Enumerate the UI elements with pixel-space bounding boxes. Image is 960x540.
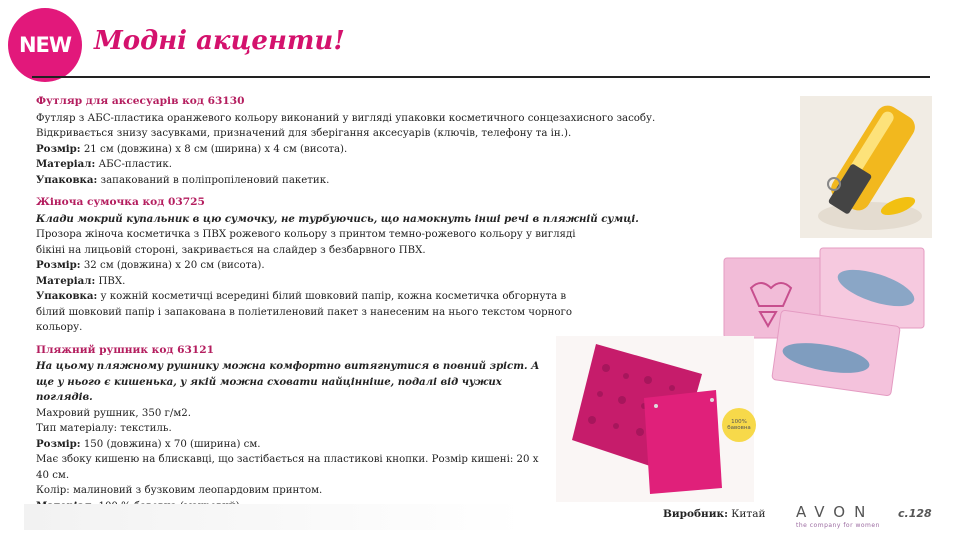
material-label: Матеріал:: [36, 158, 96, 170]
size-value: 150 (довжина) х 70 (ширина) см.: [83, 438, 261, 450]
packaging-value: запакований в поліпропіленовий пакетик.: [100, 174, 330, 186]
product-packaging: [36, 289, 596, 336]
avon-logo: AVON: [796, 503, 875, 521]
size-label: Розмір:: [36, 259, 81, 271]
product-description-line: Відкривається знизу засувками, призначений для зберігання аксесуарів (ключів, телефону та ін.).: [36, 128, 572, 139]
manufacturer: [663, 508, 766, 520]
product-description-line: Футляр з АБС-пластика оранжевого кольору виконаний у вигляді упаковки косметичного сонцезахисного засобу.: [36, 112, 656, 124]
product-title: Футляр для аксесуарів код 63130: [36, 95, 245, 107]
avon-tagline: the company for women: [796, 522, 880, 529]
material-value: АБС-пластик.: [98, 159, 172, 170]
new-badge-label: NEW: [18, 33, 72, 57]
page-title: Модні акценти!: [94, 26, 345, 56]
product-size: [36, 142, 676, 158]
new-badge: [8, 8, 82, 82]
packaging-label: Упаковка:: [36, 173, 98, 186]
size-label: Розмір:: [36, 437, 81, 450]
product-material: [36, 157, 676, 173]
packaging-value: у кожній косметичці всередині білий шовковий папір, кожна косметичка обгорнута в білий шовковий папір і запакована в поліетиленовий пакет з нанесеним на нього текстом чорного кольору.: [36, 291, 573, 333]
material-value: ПВХ.: [98, 275, 126, 287]
size-value: 32 см (довжина) х 20 см (висота).: [83, 260, 265, 271]
product-detail: Махровий рушник, 350 г/м2.: [36, 407, 191, 419]
size-label: Розмір:: [36, 142, 81, 155]
page-number: c.128: [898, 507, 932, 520]
manufacturer-label: Виробник:: [663, 508, 728, 520]
product-title: Пляжний рушник код 63121: [36, 343, 214, 356]
product-lead: Клади мокрий купальник в цю сумочку, не турбуючись, що намокнуть інші речі в пляжній сумці.: [36, 212, 639, 225]
product-packaging: [36, 173, 676, 189]
product-lead: На цьому пляжному рушнику можна комфортно витягнутися в повний зріст. А ще у нього є кишенька, у якій можна сховати найцінніше, подалі від чужих поглядів.: [36, 360, 540, 403]
product-detail: Тип матеріалу: текстиль.: [36, 423, 172, 434]
cotton-tag-percent: 100%: [731, 419, 747, 425]
material-label: Матеріал:: [36, 274, 96, 287]
cotton-tag-text: бавовна: [727, 425, 751, 431]
product-handbag: [36, 195, 676, 336]
product-accessory-case: [36, 94, 676, 188]
size-value: 21 см (довжина) х 8 см (ширина) х 4 см (висота).: [83, 143, 348, 155]
product-material: [36, 274, 676, 290]
title-divider: [32, 76, 930, 78]
product-title: Жіноча сумочка код 03725: [36, 196, 205, 208]
product-pocket: Має збоку кишеню на блискавці, що застібається на пластикові кнопки. Розмір кишені: 20 х 40 см.: [36, 454, 539, 481]
product-description: Прозора жіноча косметичка з ПВХ рожевого кольору з принтом темно-рожевого кольору у вигляді бікіні на лицьовій стороні, закривається на слайдер з безбарвного ПВХ.: [36, 229, 576, 256]
accessory-case-photo: [800, 96, 932, 238]
cotton-tag: [722, 408, 756, 442]
product-color: Колір: малиновий з бузковим леопардовим принтом.: [36, 485, 323, 496]
product-size: [36, 258, 676, 274]
packaging-label: Упаковка:: [36, 290, 98, 302]
manufacturer-value: Китай: [731, 508, 766, 520]
